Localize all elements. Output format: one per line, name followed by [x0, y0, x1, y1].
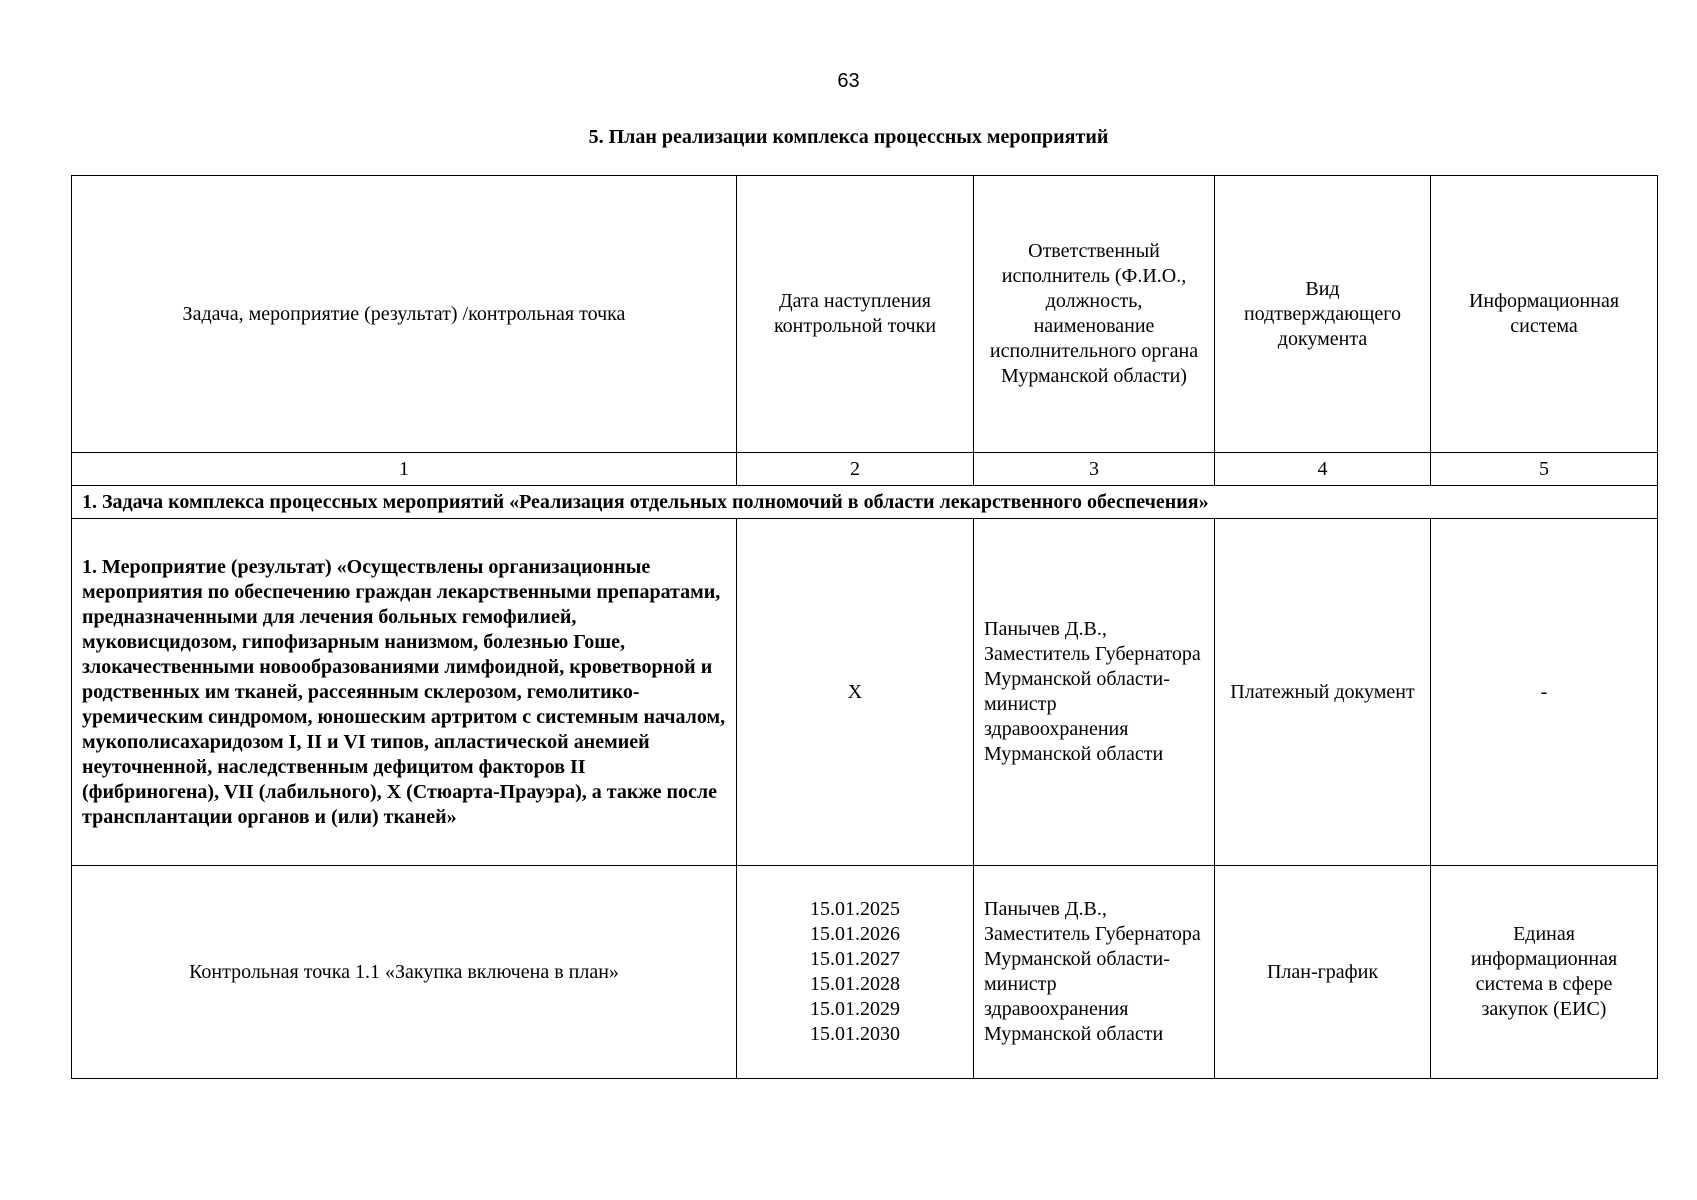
header-task: Задача, мероприятие (результат) /контрольная точка [72, 176, 737, 453]
checkpoint-date: 15.01.2025 [810, 898, 900, 920]
checkpoint-date: 15.01.2029 [810, 998, 900, 1020]
event-row [72, 519, 1658, 866]
checkpoint-title: Контрольная точка 1.1 «Закупка включена в план» [72, 866, 737, 1079]
header-system: Информационная система [1431, 176, 1658, 453]
header-responsible: Ответственный исполнитель (Ф.И.О., должность, наименование исполнительного органа Мурманской области) [974, 176, 1215, 453]
checkpoint-system: Единая информационная система в сфере закупок (ЕИС) [1431, 866, 1658, 1079]
column-number: 1 [72, 453, 737, 486]
column-number: 5 [1431, 453, 1658, 486]
checkpoint-date: 15.01.2026 [810, 923, 900, 945]
checkpoint-row [72, 866, 1658, 1079]
column-number: 3 [974, 453, 1215, 486]
page-number: 63 [837, 70, 860, 92]
task-row [72, 486, 1658, 519]
task-title: 1. Задача комплекса процессных мероприятий «Реализация отдельных полномочий в области лекарственного обеспечения» [72, 486, 1658, 519]
checkpoint-document: План-график [1215, 866, 1431, 1079]
header-row [72, 176, 1658, 453]
column-number: 4 [1215, 453, 1431, 486]
checkpoint-date: 15.01.2028 [810, 973, 900, 995]
checkpoint-date: 15.01.2030 [810, 1023, 900, 1045]
event-document: Платежный документ [1215, 519, 1431, 866]
plan-table [71, 175, 1658, 1079]
checkpoint-responsible: Панычев Д.В., Заместитель Губернатора Мурманской области-министр здравоохранения Мурманской области [974, 866, 1215, 1079]
checkpoint-date: 15.01.2027 [810, 948, 900, 970]
event-title: 1. Мероприятие (результат) «Осуществлены организационные мероприятия по обеспечению граждан лекарственными препаратами, предназначенными для лечения больных гемофилией, муковисцидозом, гипофизарным нанизмом, болезнью Гоше, злокачественными новообразованиями лимфоидной, кроветворной и родственных им тканей, рассеянным склерозом, гемолитико-уремическим синдромом, юношеским артритом с системным началом, мукополисахаридозом I, II и VI типов, апластической анемией неуточненной, наследственным дефицитом факторов II (фибриногена), VII (лабильного), X (Стюарта-Прауэра), а также после трансплантации органов и (или) тканей» [72, 519, 737, 866]
event-date: Х [737, 519, 974, 866]
section-heading: 5. План реализации комплекса процессных мероприятий [588, 126, 1109, 148]
column-number: 2 [737, 453, 974, 486]
header-date: Дата наступления контрольной точки [737, 176, 974, 453]
event-responsible: Панычев Д.В., Заместитель Губернатора Мурманской области-министр здравоохранения Мурманской области [974, 519, 1215, 866]
column-numbers-row [72, 453, 1658, 486]
event-system: - [1431, 519, 1658, 866]
header-document: Вид подтверждающего документа [1215, 176, 1431, 453]
checkpoint-dates [737, 866, 974, 1079]
